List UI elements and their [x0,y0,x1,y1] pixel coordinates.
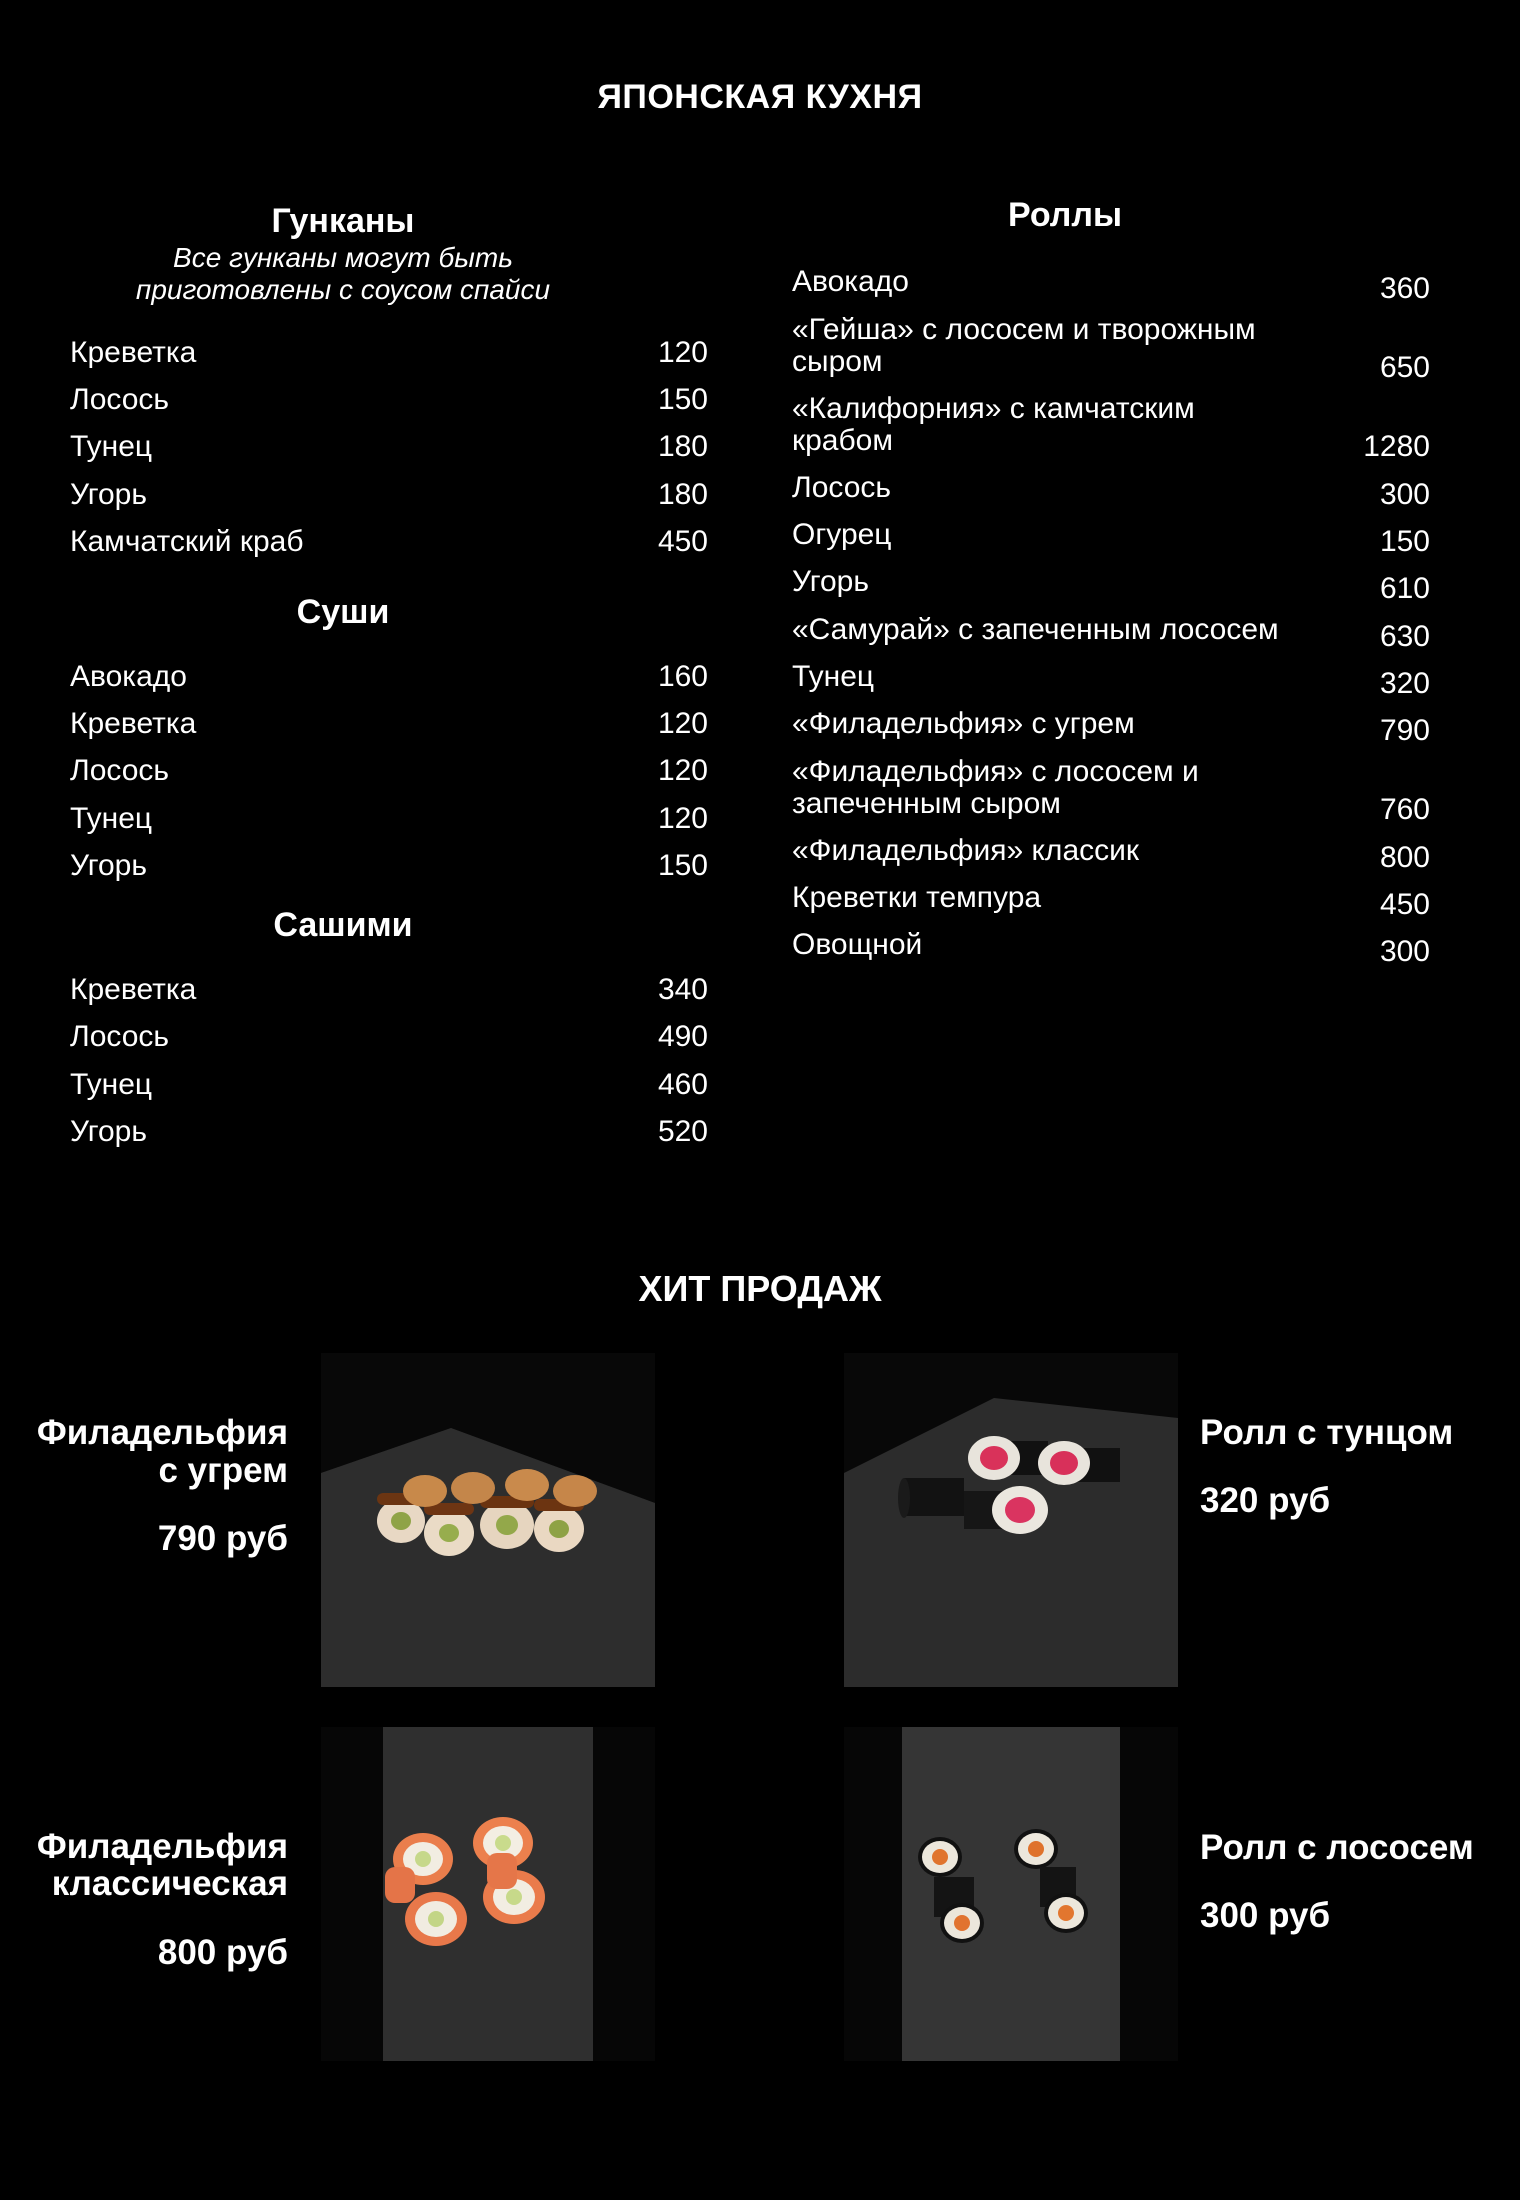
item-name: «Филадельфия» с лососем и [792,755,1199,788]
rolls-title: Роллы [1008,196,1122,234]
item-name: Угорь [792,565,869,598]
item-name: Тунец [70,802,153,835]
item-name: Креветки темпура [792,881,1042,914]
item-price: 1280 [1363,430,1430,463]
gunkany-subtitle-line1: Все гунканы могут быть [173,242,513,273]
item-price: 760 [1379,793,1430,826]
item-name: Тунец [70,430,153,463]
featured-price: 300 руб [1200,1896,1331,1935]
menu-item [70,479,708,519]
item-price: 180 [657,478,708,511]
item-price: 450 [1379,888,1430,921]
menu-item [70,431,708,471]
item-name: «Самурай» с запеченным лососем [792,613,1279,646]
featured-name-line2: классическая [51,1864,288,1903]
featured-name-line2: с угрем [158,1451,288,1490]
item-name: Овощной [792,928,923,961]
menu-item [792,472,1430,512]
featured-name: Филадельфия [36,1413,288,1452]
item-name: Креветка [70,707,197,740]
item-name: Тунец [70,1068,153,1101]
item-name: Угорь [70,1115,147,1148]
menu-item [70,384,708,424]
item-name-line2: запеченным сыром [792,787,1061,820]
featured-name: Филадельфия [36,1827,288,1866]
item-name: «Калифорния» с камчатским [792,392,1195,425]
item-name: Лосось [792,471,892,504]
item-name: Лосось [70,1020,170,1053]
menu-item [70,850,708,890]
philadelphia-classic-photo [321,1727,655,2061]
item-name: Креветка [70,336,197,369]
sashimi-title: Сашими [273,906,413,944]
menu-item [792,882,1430,922]
sushi-title: Суши [296,593,390,631]
menu-item [792,835,1430,875]
item-price: 300 [1379,935,1430,968]
item-price: 120 [657,754,708,787]
item-name: «Филадельфия» классик [792,834,1140,867]
item-name: Тунец [792,660,875,693]
item-price: 320 [1379,667,1430,700]
menu-item [792,393,1430,473]
item-name: Угорь [70,849,147,882]
item-name-line2: сыром [792,345,883,378]
item-price: 300 [1379,478,1430,511]
salmon-roll-photo [844,1727,1178,2061]
featured-price: 320 руб [1200,1481,1331,1520]
page-title: ЯПОНСКАЯ КУХНЯ [597,78,923,116]
menu-item [792,614,1430,654]
item-price: 180 [657,430,708,463]
menu-item [792,566,1430,606]
item-price: 630 [1379,620,1430,653]
item-price: 150 [657,383,708,416]
featured-price: 800 руб [157,1933,288,1972]
gunkany-title: Гунканы [271,202,415,240]
menu-item [792,661,1430,701]
menu-item [70,1116,708,1156]
menu-item [70,708,708,748]
item-name: «Гейша» с лососем и творожным [792,313,1256,346]
item-name: Креветка [70,973,197,1006]
item-price: 120 [657,802,708,835]
item-price: 360 [1379,272,1430,305]
item-price: 460 [657,1068,708,1101]
featured-price: 790 руб [157,1519,288,1558]
tuna-roll-photo [844,1353,1178,1687]
item-price: 120 [657,707,708,740]
menu-item [70,974,708,1014]
item-name: «Филадельфия» с угрем [792,707,1135,740]
item-price: 150 [657,849,708,882]
item-price: 520 [657,1115,708,1148]
item-price: 120 [657,336,708,369]
featured-name: Ролл с лососем [1200,1828,1474,1867]
item-name-line2: крабом [792,424,893,457]
item-price: 800 [1379,841,1430,874]
item-name: Камчатский краб [70,525,304,558]
menu-item [70,1069,708,1109]
menu-item [792,929,1430,969]
menu-item [70,661,708,701]
item-price: 450 [657,525,708,558]
item-price: 490 [657,1020,708,1053]
menu-item [70,755,708,795]
item-price: 610 [1379,572,1430,605]
menu-item [792,708,1430,748]
item-price: 650 [1379,351,1430,384]
item-price: 150 [1379,525,1430,558]
item-name: Угорь [70,478,147,511]
menu-item [70,1021,708,1061]
item-name: Лосось [70,754,170,787]
item-price: 790 [1379,714,1430,747]
featured-name: Ролл с тунцом [1200,1413,1454,1452]
item-name: Авокадо [70,660,187,693]
menu-item [792,756,1430,836]
hit-title: ХИТ ПРОДАЖ [638,1268,882,1309]
menu-item [70,337,708,377]
item-price: 160 [657,660,708,693]
menu-item [70,803,708,843]
menu-item [792,266,1430,306]
menu-item [70,526,708,566]
item-name: Авокадо [792,265,909,298]
philadelphia-eel-photo [321,1353,655,1687]
item-name: Лосось [70,383,170,416]
menu-item [792,314,1430,394]
gunkany-subtitle-line2: приготовлены с соусом спайси [135,274,551,305]
menu-item [792,519,1430,559]
item-name: Огурец [792,518,892,551]
item-price: 340 [657,973,708,1006]
